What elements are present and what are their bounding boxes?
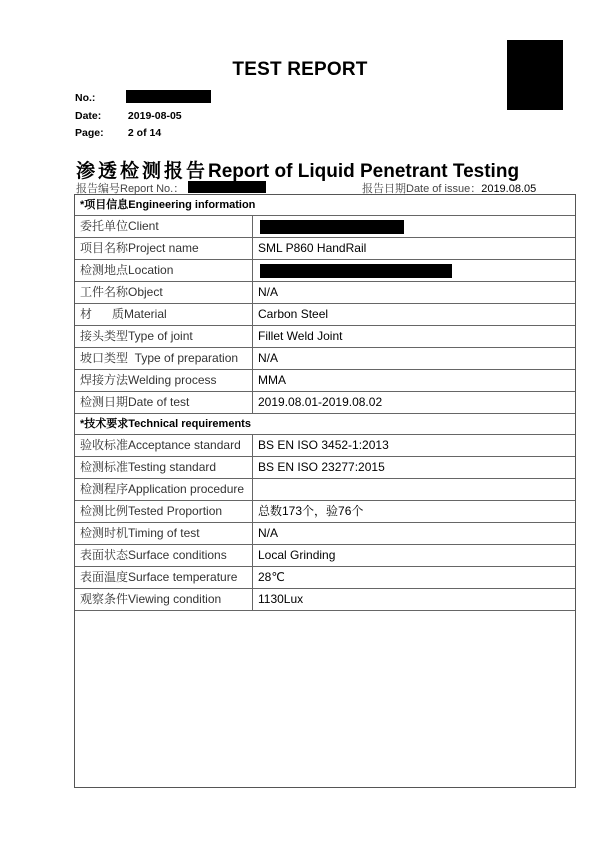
row-label: 检测日期Date of test	[80, 395, 190, 409]
section-engineering-label: *项目信息Engineering information	[80, 199, 256, 211]
section-technical-label: *技术要求Technical requirements	[80, 418, 251, 430]
table-row-surface-temperature	[75, 567, 575, 589]
table-row-date-of-test	[75, 392, 575, 414]
redacted-report-number	[126, 90, 211, 103]
row-label: 工件名称Object	[80, 285, 163, 299]
meta-page-label: Page:	[75, 127, 104, 139]
issue-date-value: 2019.08.05	[481, 183, 537, 195]
row-label: 焊接方法Welding process	[80, 373, 217, 387]
report-title	[76, 156, 519, 183]
table-row-timing-of-test	[75, 523, 575, 545]
table-row-project-name	[75, 238, 575, 260]
section-header-technical	[75, 414, 575, 435]
row-label: 检测时机Timing of test	[80, 526, 200, 540]
redacted-location	[260, 264, 452, 278]
meta-date-value: 2019-08-05	[127, 110, 182, 122]
table-row-viewing-condition	[75, 589, 575, 611]
row-label: 坡口类型 Type of preparation	[80, 351, 239, 365]
row-value: 1130Lux	[258, 592, 304, 606]
row-label: 委托单位Client	[80, 219, 159, 233]
row-label: 材 质Material	[80, 307, 167, 321]
row-value: BS EN ISO 3452-1:2013	[258, 438, 389, 452]
table-row-testing-standard	[75, 457, 575, 479]
row-label: 项目名称Project name	[80, 241, 199, 255]
table-row-surface-conditions	[75, 545, 575, 567]
meta-page	[75, 127, 161, 139]
row-label: 接头类型Type of joint	[80, 329, 193, 343]
row-value: N/A	[258, 526, 279, 540]
issue-date-label: 报告日期Date of issue：	[362, 183, 482, 195]
table-row-acceptance-standard	[75, 435, 575, 457]
table-row-object	[75, 282, 575, 304]
redacted-client	[260, 220, 404, 234]
table-row-type-of-joint	[75, 326, 575, 348]
table-row-application-procedure	[75, 479, 575, 501]
report-title-cn: 渗透检测报告	[76, 161, 209, 182]
row-value: BS EN ISO 23277:2015	[258, 460, 385, 474]
row-value: N/A	[258, 285, 279, 299]
table-row-welding-process	[75, 370, 575, 392]
report-no-label: 报告编号Report No.：	[76, 183, 185, 195]
row-label: 检测比例Tested Proportion	[80, 504, 223, 518]
row-value: MMA	[258, 373, 286, 387]
page-title: TEST REPORT	[232, 59, 368, 80]
section-header-engineering	[75, 195, 575, 216]
row-label: 表面温度Surface temperature	[80, 570, 238, 584]
row-value: 总数173个，验76个	[258, 504, 364, 518]
row-label: 表面状态Surface conditions	[80, 548, 227, 562]
row-label: 验收标准Acceptance standard	[80, 438, 241, 452]
meta-no	[75, 92, 125, 104]
table-row-location	[75, 260, 575, 282]
table-row-tested-proportion	[75, 501, 575, 523]
row-value: Fillet Weld Joint	[258, 329, 343, 343]
row-label: 检测标准Testing standard	[80, 460, 217, 474]
blank-remarks-area	[75, 611, 575, 787]
report-title-en: Report of Liquid Penetrant Testing	[208, 161, 520, 182]
meta-date-label: Date:	[75, 110, 102, 122]
table-row-material	[75, 304, 575, 326]
row-value: 28℃	[258, 570, 285, 584]
meta-no-label: No.:	[75, 92, 96, 104]
row-label: 检测程序Application procedure	[80, 482, 245, 496]
table-row-type-of-preparation	[75, 348, 575, 370]
row-label: 检测地点Location	[80, 263, 174, 277]
report-table	[74, 194, 576, 788]
row-value: 2019.08.01-2019.08.02	[258, 395, 383, 409]
row-value: Local Grinding	[258, 548, 336, 562]
meta-date	[75, 110, 182, 122]
table-row-client	[75, 216, 575, 238]
meta-page-value: 2 of 14	[127, 127, 162, 139]
row-value: Carbon Steel	[258, 307, 329, 321]
row-value: SML P860 HandRail	[258, 241, 367, 255]
row-label: 观察条件Viewing condition	[80, 592, 222, 606]
row-value: N/A	[258, 351, 279, 365]
